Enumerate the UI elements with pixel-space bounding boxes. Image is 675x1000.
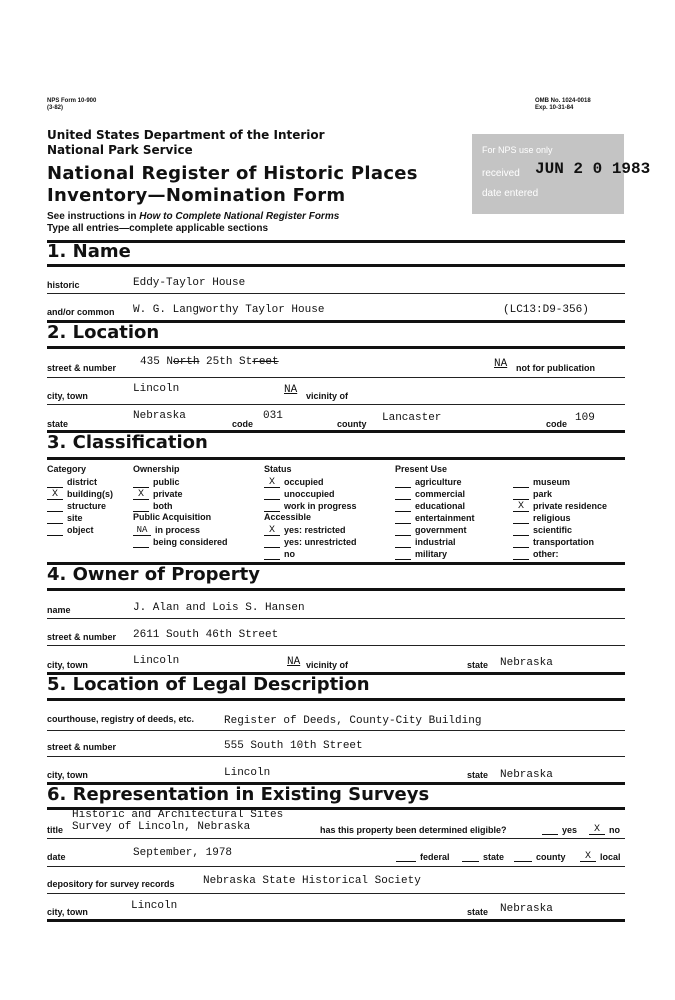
received-date: JUN 2 0 1983 [535,160,651,178]
rule [47,346,625,349]
state-option: state [462,852,504,862]
owner-street: 2611 South 46th Street [133,629,279,641]
street-address: 435 North 25th Street [140,356,279,368]
checkbox-blank[interactable] [395,502,411,512]
present-use-option [395,536,475,548]
accessible-option-label: yes: unrestricted [284,537,357,547]
form-title-2: Inventory—Nomination Form [47,185,346,206]
form-number: NPS Form 10-900 [47,98,97,104]
accessible-option [264,548,357,560]
federal-option: federal [396,852,450,862]
rule [47,240,625,243]
category-option [47,488,113,500]
owner-street-label: street & number [47,632,117,642]
present-use-option [395,488,475,500]
rule [47,919,625,922]
checkbox-blank[interactable] [513,478,529,488]
ownership-option [133,476,183,488]
category-option [47,500,113,512]
present-use-option [395,476,475,488]
legal-street-label: street & number [47,742,117,752]
ownership-option [133,500,183,512]
category-option-label: district [67,477,98,487]
depository: Nebraska State Historical Society [203,875,421,887]
form-title-1: National Register of Historic Places [47,163,418,184]
rule [47,618,625,619]
survey-date: September, 1978 [133,847,233,859]
present-use-option [395,512,475,524]
rule [47,293,625,294]
status-head: Status [264,464,292,474]
eligible-yes: yes [542,825,577,835]
checkbox-blank[interactable]: X [264,478,280,488]
ownership-option-label: both [153,501,173,511]
na-publication: NA [494,358,508,370]
rule [47,730,625,731]
survey-date-label: date [47,852,66,862]
service: National Park Service [47,143,193,157]
acquisition-option-label: in process [155,525,201,535]
legal-state-label: state [467,770,489,780]
acquisition-list [133,524,228,548]
present-use-option [513,488,607,500]
present-use-option-label: private residence [533,501,608,511]
ownership-option-label: private [153,489,183,499]
county-label: county [337,419,367,429]
expiration: Exp. 10-31-84 [535,105,574,111]
section-2-title: 2. Location [47,322,160,343]
checkbox-blank[interactable] [395,526,411,536]
historic-label: historic [47,280,80,290]
status-option-label: occupied [284,477,324,487]
city-label: city, town [47,391,88,401]
checkbox-blank[interactable] [264,502,280,512]
rule [47,645,625,646]
survey-city: Lincoln [131,900,178,912]
checkbox-blank[interactable]: NA [133,526,151,536]
present-use-option [513,524,607,536]
section-4-title: 4. Owner of Property [47,564,260,585]
category-option [47,524,113,536]
stamp-label: For NPS use only [482,145,553,155]
checkbox-blank[interactable] [513,538,529,548]
acquisition-option [133,536,228,548]
category-option-label: object [67,525,94,535]
status-list [264,476,357,512]
county-option: county [514,852,566,862]
present-use-list-1 [395,476,475,560]
checkbox-blank[interactable] [264,538,280,548]
present-use-option-label: museum [533,477,571,487]
not-for-publication: not for publication [516,363,595,373]
legal-city-label: city, town [47,770,88,780]
acquisition-option [133,524,228,536]
present-use-option-label: government [415,525,467,535]
county-code: 109 [575,412,595,424]
present-use-option-label: agriculture [415,477,462,487]
category-option-label: structure [67,501,107,511]
owner-name: J. Alan and Lois S. Hansen [133,602,305,614]
state: Nebraska [133,410,186,422]
legal-city: Lincoln [224,767,271,779]
category-option-label: site [67,513,83,523]
site-code: (LC13:D9-356) [503,304,589,316]
present-use-head: Present Use [395,464,448,474]
accessible-option [264,536,357,548]
status-option-label: unoccupied [284,489,335,499]
acquisition-head: Public Acquisition [133,512,212,522]
section-6-title: 6. Representation in Existing Surveys [47,784,430,805]
checkbox-blank[interactable] [133,502,149,512]
local-option: X local [580,852,621,862]
rule [47,698,625,701]
checkbox-blank[interactable] [513,514,529,524]
category-option-label: building(s) [67,489,113,499]
owner-state: Nebraska [500,657,553,669]
checkbox-blank[interactable] [395,490,411,500]
present-use-option [395,500,475,512]
rule [47,756,625,757]
owner-city-label: city, town [47,660,88,670]
na-vicinity: NA [284,384,298,396]
street-label: street & number [47,363,117,373]
checkbox-blank[interactable]: X [264,526,280,536]
ownership-option-label: public [153,477,180,487]
owner-vicinity: vicinity of [306,660,349,670]
checkbox-blank[interactable]: X [133,490,149,500]
owner-name-label: name [47,605,71,615]
checkbox-blank[interactable]: X [513,502,529,512]
survey-state-label: state [467,907,489,917]
accessible-option-label: no [284,549,295,559]
present-use-option-label: other: [533,549,559,559]
courthouse: Register of Deeds, County-City Building [224,715,482,727]
checkbox-blank[interactable] [47,514,63,524]
instructions: See instructions in How to Complete National Register Forms [47,211,340,222]
status-option [264,500,357,512]
present-use-option [513,476,607,488]
checkbox-blank[interactable] [513,550,529,560]
county: Lancaster [382,412,442,424]
checkbox-blank[interactable] [133,478,149,488]
ownership-option [133,488,183,500]
category-option [47,512,113,524]
checkbox-blank[interactable] [513,490,529,500]
checkbox-blank[interactable] [395,538,411,548]
category-list [47,476,113,536]
rule [47,838,625,839]
code2-label: code [546,419,568,429]
present-use-option-label: military [415,549,448,559]
status-option [264,488,357,500]
checkbox-blank[interactable] [395,478,411,488]
rule [47,588,625,591]
state-code: 031 [263,410,283,422]
form-date: (3-82) [47,105,64,111]
present-use-option-label: entertainment [415,513,475,523]
present-use-option-label: industrial [415,537,456,547]
checkbox-blank[interactable] [513,526,529,536]
status-option-label: work in progress [284,501,357,511]
code-label: code [232,419,254,429]
nps-stamp [472,134,651,214]
rule [47,457,625,460]
present-use-option [513,536,607,548]
owner-state-label: state [467,660,489,670]
rule [47,404,625,405]
status-option [264,476,357,488]
courthouse-label: courthouse, registry of deeds, etc. [47,714,195,724]
ownership-head: Ownership [133,464,180,474]
owner-city: Lincoln [133,655,180,667]
rule [47,893,625,894]
category-option [47,476,113,488]
entered-label: date entered [482,188,539,199]
checkbox-blank[interactable] [133,538,149,548]
accessible-head: Accessible [264,512,312,522]
checkbox-blank[interactable]: X [47,490,63,500]
section-5-title: 5. Location of Legal Description [47,674,370,695]
checkbox-blank[interactable] [47,502,63,512]
eligible-question: has this property been determined eligible? [320,825,507,835]
common-label: and/or common [47,307,115,317]
legal-state: Nebraska [500,769,553,781]
checkbox-blank[interactable] [264,550,280,560]
survey-title-label: title [47,825,64,835]
checkbox-blank[interactable] [47,526,63,536]
common-name: W. G. Langworthy Taylor House [133,304,325,316]
present-use-option-label: transportation [533,537,595,547]
accessible-option [264,524,357,536]
present-use-option-label: educational [415,501,466,511]
present-use-option-label: religious [533,513,571,523]
city: Lincoln [133,383,180,395]
acquisition-option-label: being considered [153,537,228,547]
checkbox-blank[interactable] [47,478,63,488]
present-use-option [513,512,607,524]
department: United States Department of the Interior [47,128,325,142]
survey-title-2: Survey of Lincoln, Nebraska [72,821,251,833]
present-use-option [395,548,475,560]
rule [47,264,625,267]
section-3-title: 3. Classification [47,432,208,453]
present-use-option-label: scientific [533,525,573,535]
ownership-list [133,476,183,512]
depository-label: depository for survey records [47,879,175,889]
present-use-option [513,548,607,560]
historic-name: Eddy-Taylor House [133,277,246,289]
accessible-list [264,524,357,560]
instructions-2: Type all entries—complete applicable sections [47,223,269,234]
present-use-option-label: park [533,489,553,499]
rule [47,377,625,378]
survey-city-label: city, town [47,907,88,917]
category-head: Category [47,464,87,474]
survey-title-1: Historic and Architectural Sites [72,809,284,821]
survey-state: Nebraska [500,903,553,915]
owner-na: NA [287,656,301,668]
received-label: received [482,168,520,179]
rule [47,866,625,867]
state-label: state [47,419,69,429]
present-use-option [395,524,475,536]
checkbox-blank[interactable] [395,550,411,560]
present-use-option [513,500,607,512]
section-1-title: 1. Name [47,241,131,262]
legal-street: 555 South 10th Street [224,740,363,752]
checkbox-blank[interactable] [264,490,280,500]
eligible-no: X no [589,825,620,835]
present-use-list-2 [513,476,607,560]
accessible-option-label: yes: restricted [284,525,346,535]
omb-number: OMB No. 1024-0018 [535,98,591,104]
checkbox-blank[interactable] [395,514,411,524]
vicinity-label: vicinity of [306,391,349,401]
present-use-option-label: commercial [415,489,466,499]
